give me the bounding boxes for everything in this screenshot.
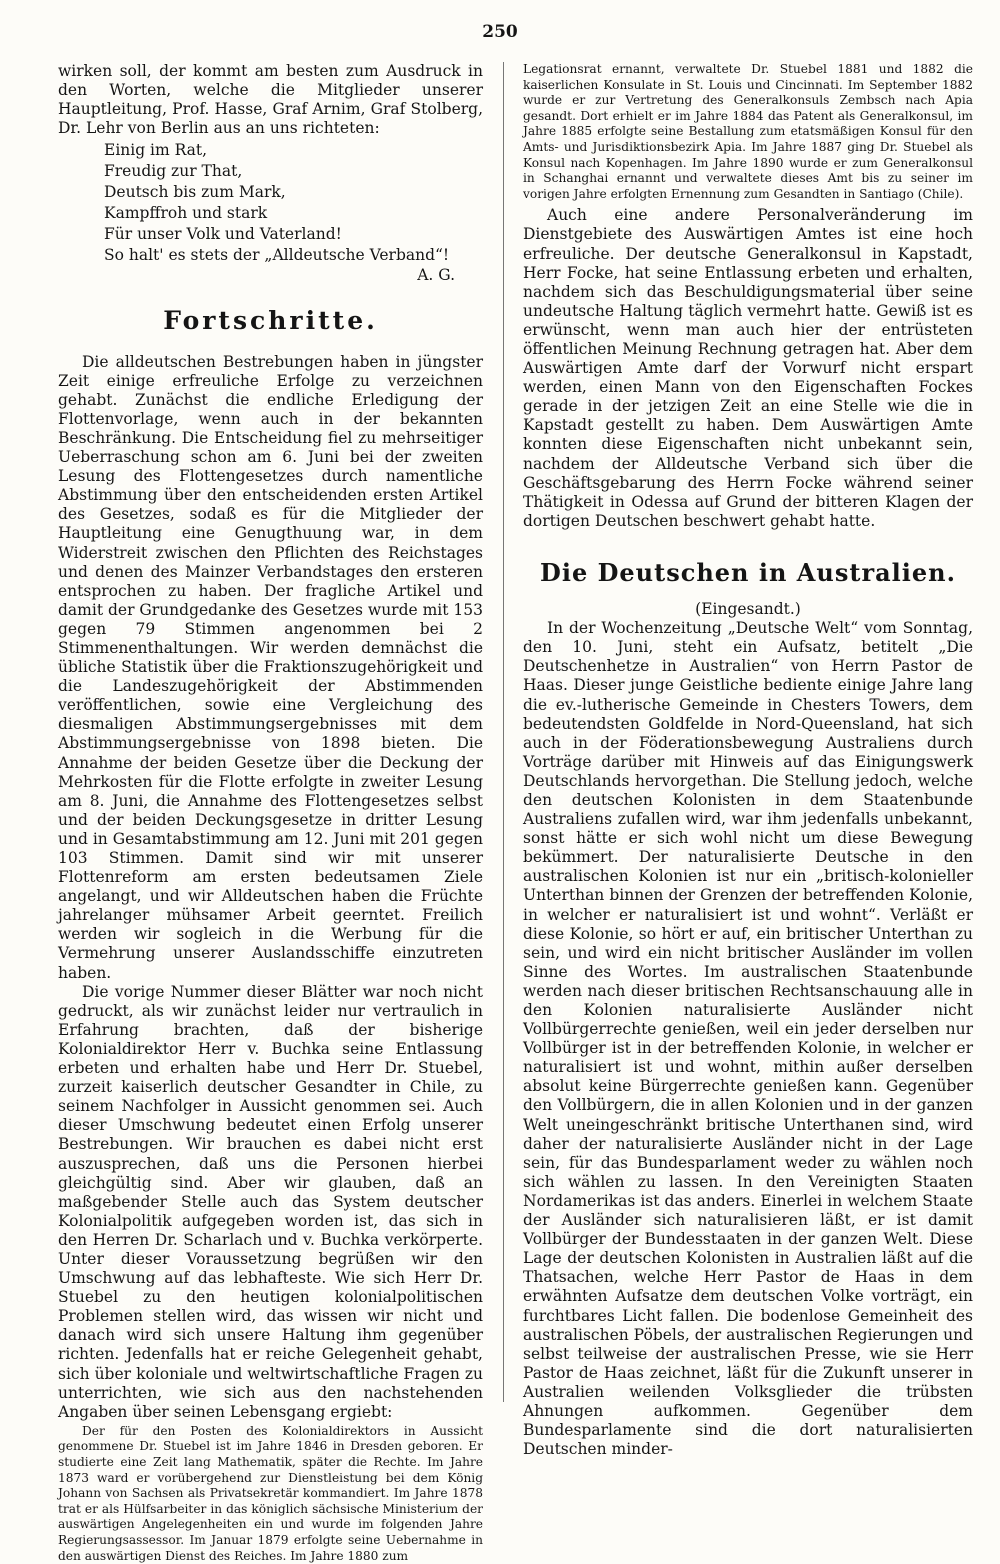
- right-column: [523, 62, 973, 1459]
- article-paragraph: In der Wochenzeitung „Deutsche Welt“ vom Sonntag, den 10. Juni, steht ein Aufsatz, betitelt „Die Deutschenhetze in Australien“ von Herrn Pastor de Haas. Dieser junge Geistliche bediente einige Jahre lang die ev.-lutherische Gemeinde in Chesters Towers, dem bedeutendsten Goldfelde in Nord-Queensland, hat sich auch in der Föderationsbewegung Australiens durch Vorträge darüber mit Hinweis auf das Einigungswerk Deutschlands hervorgethan. Die Stellung jedoch, welche den deutschen Kolonisten in dem Staatenbunde Australiens zufallen wird, war ihm jedenfalls unbekannt, sonst hätte er sich wohl nicht um diese Bewegung bekümmert. Der naturalisierte Deutsche in den australischen Kolonien ist nur ein „britisch-kolonieller Unterthan binnen der Grenzen der betreffenden Kolonie, in welcher er naturalisiert ist und wohnt“. Verläßt er diese Kolonie, so hört er auf, ein britischer Unterthan zu sein, und wird ein nicht britischer Ausländer im vollen Sinne des Wortes. Im australischen Staatenbunde werden nach dieser britischen Rechtsanschauung alle in den Kolonien naturalisierte Ausländer nicht Vollbürgerrechte genießen, weil ein jeder derselben nur Vollbürger ist in der betreffenden Kolonie, in welcher er naturalisiert ist und wohnt, mithin außer derselben absolut keine Bürgerrechte genießen kann. Gegenüber den Vollbürgern, die in allen Kolonien und in der ganzen Welt uneingeschränkt britische Unterthanen sind, wird daher der naturalisierte Ausländer nicht in der Lage sein, für das Bundesparlament weder zu wählen noch sich wählen zu lassen. In den Vereinigten Staaten Nordamerikas ist das anders. Einerlei in welchem Staate der Ausländer sich naturalisieren läßt, er ist damit Vollbürger der Bundesstaaten in der ganzen Welt. Diese Lage der deutschen Kolonisten in Australien läßt auf die Thatsachen, welche Herr Pastor de Haas in dem erwähnten Aufsatze dem deutschen Volke vorträgt, ein furchtbares Licht fallen. Die bodenlose Gemeinheit des australischen Pöbels, der australischen Regierungen und selbst teilweise der australischen Presse, wie sie Herr Pastor de Haas zeichnet, läßt für die Zukunft unserer in Australien weilenden Volksglieder die trübsten Ahnungen aufkommen. Gegenüber dem Bundesparlamente sind die dort naturalisierten Deutschen minder-: [523, 619, 973, 1459]
- poem: [104, 140, 483, 266]
- article-paragraph: Die alldeutschen Bestrebungen haben in jüngster Zeit einige erfreuliche Erfolge zu verzeichnen gehabt. Zunächst die endliche Erledigung der Flottenvorlage, wenn auch in der bekannten Beschränkung. Die Entscheidung fiel zu mehrseitiger Ueberraschung schon am 6. Juni bei der zweiten Lesung des Flottengesetzes durch namentliche Abstimmung über den entscheidenden ersten Artikel des Gesetzes, sodaß es für die Mitglieder der Hauptleitung eine Genugthuung war, in dem Widerstreit zwischen den Pflichten des Reichstages und denen des Mainzer Verbandstages den ersteren entsprochen zu haben. Der fragliche Artikel und damit der Grundgedanke des Gesetzes wurde mit 153 gegen 79 Stimmen angenommen bei 2 Stimmenenthaltungen. Wir werden demnächst die übliche Statistik über die Fraktionszugehörigkeit und die Landeszugehörigkeit der Abstimmenden veröffentlichen, sowie eine Vergleichung des diesmaligen Abstimmungsergebnisses mit dem Abstimmungsergebnisse von 1898 bieten. Die Annahme der beiden Gesetze über die Deckung der Mehrkosten für die Flotte erfolgte in zweiter Lesung am 8. Juni, die Annahme des Flottengesetzes selbst und der beiden Deckungsgesetze in dritter Lesung und in Gesamtabstimmung am 12. Juni mit 201 gegen 103 Stimmen. Damit sind wir mit unserer Flottenreform am ersten bedeutsamen Ziele angelangt, und wir Alldeutschen haben die Früchte jahrelanger mühsamer Arbeit geerntet. Freilich werden wir sogleich in die Werbung für die Vermehrung unserer Auslandsschiffe einzutreten haben.: [58, 352, 484, 982]
- intro-paragraph: wirken soll, der kommt am besten zum Ausdruck in den Worten, welche die Mitglieder unserer Hauptleitung, Prof. Hasse, Graf Arnim, Graf Stolberg, Dr. Lehr von Berlin aus an uns richteten:: [58, 62, 483, 138]
- poem-line: Freudig zur That,: [104, 162, 243, 181]
- article-paragraph: Auch eine andere Personalveränderung im Dienstgebiete des Auswärtigen Amtes ist eine hoch erfreuliche. Der deutsche Generalkonsul in Kapstadt, Herr Focke, hat seine Entlassung erbeten und erhalten, nachdem sich das Beschuldigungsmaterial über seine undeutsche Haltung täglich vermehrt hatte. Gewiß ist es erwünscht, wenn man auch hier der entrüsteten öffentlichen Meinung Rechnung getragen hat. Aber dem Auswärtigen Amte darf der Vorwurf nicht erspart werden, einen Mann von den Eigenschaften Fockes gerade in der jetzigen Zeit an eine Stelle wie die in Kapstadt gestellt zu haben. Dem Auswärtigen Amte konnten diese Eigenschaften nicht unbekannt sein, nachdem der Alldeutsche Verband sich über die Geschäftsgebarung des Herrn Focke während seiner Thätigkeit in Odessa auf Grund der bitteren Klagen der dortigen Deutschen beschwert gehabt hatte.: [523, 206, 973, 530]
- poem-line: Für unser Volk und Vaterland!: [104, 225, 342, 244]
- footnote-paragraph: Der für den Posten des Kolonialdirektors in Aussicht genommene Dr. Stuebel ist im Jahre 1846 in Dresden geboren. Er studierte eine Zeit lang Mathematik, später die Rechte. Im Jahre 1873 ward er vorübergehend zur Dienstleistung bei dem König Johann von Sachsen als Privatsekretär kommandiert. Im Jahre 1878 trat er als Hülfsarbeiter in das königlich sächsische Ministerium der auswärtigen Angelegenheiten ein und wurde im folgenden Jahre Regierungsassessor. Im Januar 1879 erfolgte seine Uebernahme in den auswärtigen Dienst des Reiches. Im Jahre 1880 zum: [58, 1423, 483, 1563]
- page-number: 250: [482, 22, 518, 42]
- section-title-australien: Die Deutschen in Australien.: [540, 557, 956, 587]
- article-paragraph: Die vorige Nummer dieser Blätter war noch nicht gedruckt, als wir zunächst leider nur vertraulich in Erfahrung brachten, daß der bisherige Kolonialdirektor Herr v. Buchka seine Entlassung erbeten und erhalten habe und Herr Dr. Stuebel, zurzeit kaiserlich deutscher Gesandter in Chile, zu seinem Nachfolger in Aussicht genommen sei. Auch dieser Umschwung bedeutet einen Erfolg unserer Bestrebungen. Wir brauchen es dabei nicht erst auszusprechen, daß uns die Personen hierbei gleichgültig sind. Aber wir glauben, daß an maßgebender Stelle auch das System deutscher Kolonialpolitik aufgegeben worden ist, das sich in den Herren Dr. Scharlach und v. Buchka verkörperte. Unter dieser Voraussetzung begrüßen wir den Umschwung auf das lebhafteste. Wie sich Herr Dr. Stuebel zu den heutigen kolonialpolitischen Problemen stellen wird, das wissen wir nicht und danach wird sich unsere Haltung ihm gegenüber richten. Jedenfalls hat er reiche Gelegenheit gehabt, sich über koloniale und weltwirtschaftliche Fragen zu unterrichten, wie sich aus den nachstehenden Angaben über seinen Lebensgang ergiebt:: [58, 982, 483, 1421]
- poem-line: So halt' es stets der „Alldeutsche Verband“!: [104, 246, 450, 265]
- signature: A. G.: [417, 266, 455, 285]
- poem-line: Kampffroh und stark: [104, 204, 268, 223]
- article-subtitle: (Eingesandt.): [695, 600, 801, 619]
- poem-line: Deutsch bis zum Mark,: [104, 183, 286, 202]
- section-title-fortschritte: Fortschritte.: [163, 306, 378, 336]
- left-column: [58, 62, 484, 1563]
- poem-line: Einig im Rat,: [104, 141, 208, 160]
- column-divider: [503, 62, 504, 1402]
- footnote-continuation: Legationsrat ernannt, verwaltete Dr. Stuebel 1881 und 1882 die kaiserlichen Konsulate in St. Louis und Cincinnati. Im September 1882 wurde er zur Vertretung des Generalkonsuls Zembsch nach Apia gesandt. Dort erhielt er im Jahre 1884 das Patent als Generalkonsul, im Jahre 1885 erfolgte seine Bestallung zum etatsmäßigen Konsul für den Amts- und Jurisdiktionsbezirk Apia. Im Jahre 1887 ging Dr. Stuebel als Konsul nach Kopenhagen. Im Jahre 1890 wurde er zum Generalkonsul in Schanghai ernannt und verwaltete dieses Amt bis zu seiner im vorigen Jahre erfolgten Ernennung zum Gesandten in Santiago (Chile).: [523, 62, 973, 201]
